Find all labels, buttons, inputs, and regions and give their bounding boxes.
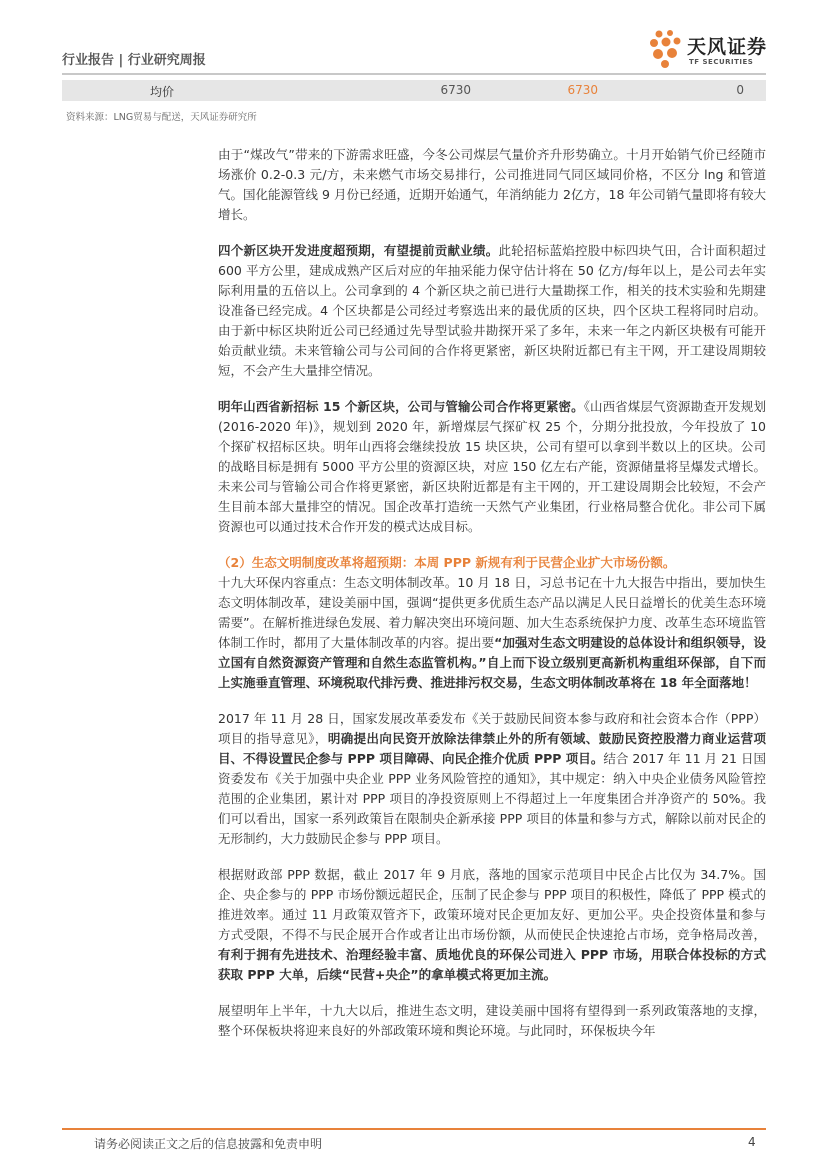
paragraph: 明年山西省新招标 15 个新区块，公司与管输公司合作将更紧密。《山西省煤层气资源勘查开发规划(2016-2020 年)》，规划到 2020 年，新增煤层气探矿权 25 个，分期分批投放，今年投放了 10 个探矿权招标区块。明年山西将会继续投放 15 块区块，公司有望可以拿到半数以上的区块。公司的战略目标是拥有 5000 平方公里的资源区块，对应 150 亿左右产能，资源储量将呈爆发式增长。未来公司与管输公司合作将更紧密，新区块附近都是有主干网的，开工建设周期会比较短，不会产生目前本部大量排空的情况。国企改革打造统一天然气产业集团，行业格局整合优化。非公司下属资源也可以通过技术合作开发的模式达成目标。 <box>218 399 766 534</box>
paragraph: 展望明年上半年，十九大以后，推进生态文明，建设美丽中国将有望得到一系列政策落地的支撑，整个环保板块将迎来良好的外部政策环境和舆论环境。与此同时，环保板块今年 <box>218 1003 766 1038</box>
footer-divider <box>62 1128 766 1130</box>
table-cell-change: 0 <box>736 83 744 97</box>
table-cell-value-highlight: 6730 <box>567 83 598 97</box>
report-type-header: 行业报告 | 行业研究周报 <box>62 53 206 68</box>
table-source-note: 资料来源：LNG贸易与配送，天风证券研究所 <box>66 112 257 123</box>
body-text <box>218 145 766 1057</box>
logo-text-en: TF SECURITIES <box>689 58 754 66</box>
company-logo <box>649 28 769 74</box>
page-number: 4 <box>748 1135 756 1149</box>
paragraph: 四个新区块开发进度超预期，有望提前贡献业绩。此轮招标蓝焰控股中标四块气田，合计面积超过 600 平方公里，建成成熟产区后对应的年抽采能力保守估计将在 50 亿方/每年以上，是公司去年实际利用量的五倍以上。公司拿到的 4 个新区块之前已进行大量勘探工作，相关的技术实验和先期建设准备已经完成。4 个区块都是公司经过考察选出来的最优质的区块，四个区块工程将同时启动。由于新中标区块附近公司已经通过先导型试验井勘探开采了多年，未来一年之内新区块极有可能开始贡献业绩。未来管输公司与公司间的合作将更紧密，新区块附近都已有主干网，开工建设周期较短，不会产生大量排空情况。 <box>218 243 766 378</box>
paragraph: （2）生态文明制度改革将超预期：本周 PPP 新规有利于民营企业扩大市场份额。 十九大环保内容重点：生态文明体制改革。10 月 18 日，习总书记在十九大报告中指出，要加快生态文明体制改革，建设美丽中国，强调“提供更多优质生态产品以满足人民日益增长的优美生态环境需要”。在解析推进绿色发展、着力解决突出环境问题、加大生态系统保护力度、改革生态环境监管体制工作时，都用了大量体制改革的内容。提出要“加强对生态文明建设的总体设计和组织领导，设立国有自然资源资产管理和自然生态监管机构。”自上而下设立级别更高新机构重组环保部，自下而上实施垂直管理、环境税取代排污费、推进排污权交易，生态文明体制改革将在 18 年全面落地！ <box>218 555 766 690</box>
logo-text-cn: 天风证券 <box>687 36 768 58</box>
footer-disclaimer: 请务必阅读正文之后的信息披露和免责申明 <box>94 1137 323 1151</box>
paragraph: 由于“煤改气”带来的下游需求旺盛，今冬公司煤层气量价齐升形势确立。十月开始销气价已经随市场涨价 0.2-0.3 元/方，未来燃气市场交易排行，公司推进同气同区域同价格，不区分 lng 和管道气。国化能源管线 9 月份已经通，近期开始通气，年消纳能力 2亿方，18 年公司销气量即将有较大增长。 <box>218 147 766 222</box>
section-heading: （2）生态文明制度改革将超预期：本周 PPP 新规有利于民营企业扩大市场份额。 <box>218 555 676 570</box>
table-cell-label: 均价 <box>150 85 175 99</box>
paragraph: 根据财政部 PPP 数据，截止 2017 年 9 月底，落地的国家示范项目中民企占比仅为 34.7%。国企、央企参与的 PPP 市场份额远超民企，压制了民企参与 PPP 项目的积极性，降低了 PPP 模式的推进效率。通过 11 月政策双管齐下，政策环境对民企更加友好、更加公平。央企投资体量和参与方式受限，不得不与民企展开合作或者让出市场份额，从而使民企快速抢占市场，竞争格局改善，有利于拥有先进技术、治理经验丰富、质地优良的环保公司进入 PPP 市场，用联合体投标的方式获取 PPP 大单，后续“民营+央企”的拿单模式将更加主流。 <box>218 867 766 982</box>
logo-mark-icon <box>649 30 685 70</box>
table-row <box>62 80 766 101</box>
table-cell-value: 6730 <box>440 83 471 97</box>
paragraph: 2017 年 11 月 28 日，国家发展改革委发布《关于鼓励民间资本参与政府和社会资本合作（PPP）项目的指导意见》，明确提出向民资开放除法律禁止外的所有领域、鼓励民资控股潜力商业运营项目、不得设置民企参与 PPP 项目障碍、向民企推介优质 PPP 项目。结合 2017 年 11 月 21 日国资委发布《关于加强中央企业 PPP 业务风险管控的通知》，其中规定：纳入中央企业债务风险管控范围的企业集团，累计对 PPP 项目的净投资原则上不得超过上一年度集团合并净资产的 50%。我们可以看出，国家一系列政策旨在限制央企新承接 PPP 项目的体量和参与方式，解除以前对民企的无形制约，大力鼓励民企参与 PPP 项目。 <box>218 711 766 846</box>
header-divider <box>62 73 766 75</box>
